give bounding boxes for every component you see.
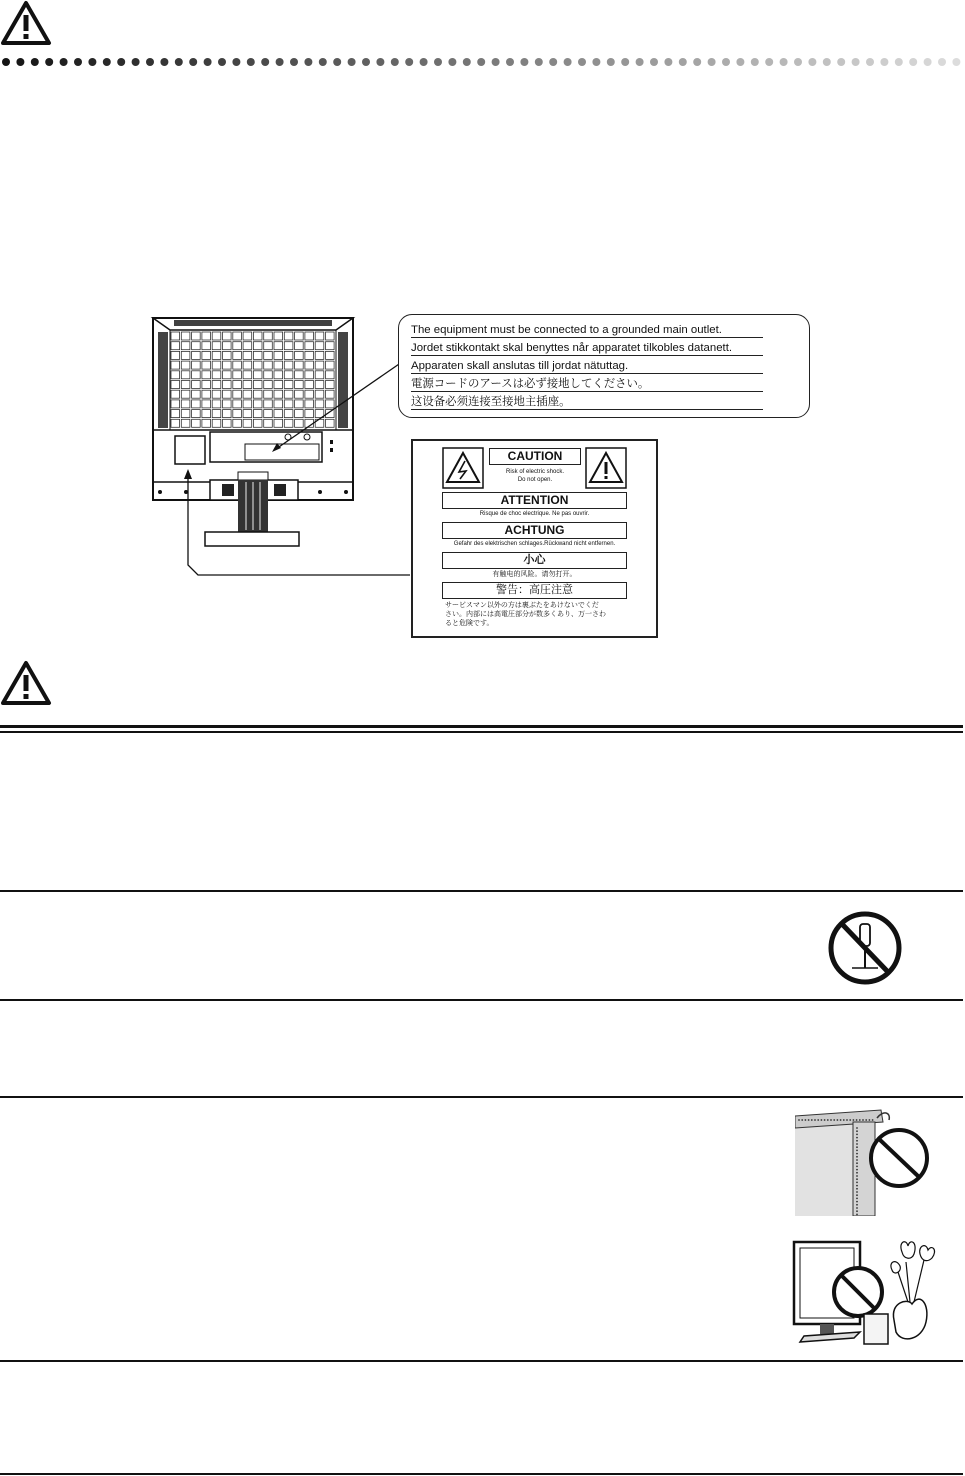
no-disassembly-icon: [822, 910, 908, 986]
caution-heading: CAUTION: [489, 448, 581, 465]
grounding-line-no: Jordet stikkontakt skal benyttes når apparatet tilkobles datanett.: [411, 341, 763, 356]
section-divider: [0, 1473, 963, 1475]
caution-sub-line: Risk of electric shock.: [505, 469, 565, 475]
keikoku-heading: 警告：高圧注意: [442, 582, 627, 599]
electric-shock-icon: [442, 447, 484, 489]
keikoku-sub-line: さい。内部には高電圧部分が数多くあり、万一さわ: [445, 611, 606, 618]
dotted-divider: [0, 55, 965, 69]
xiaoxin-heading: 小心: [442, 552, 627, 569]
leader-line: [270, 360, 410, 455]
caution-sub-line: Do not open.: [517, 477, 553, 483]
section-divider-double-top: [0, 725, 963, 728]
grounding-line-en: The equipment must be connected to a grounded main outlet.: [411, 323, 763, 338]
section-divider-double-bottom: [0, 731, 963, 733]
caution-sub: [489, 468, 581, 484]
keikoku-sub-line: ると危険です。: [445, 620, 494, 627]
keikoku-sub: [445, 601, 630, 628]
grounding-label: [398, 314, 810, 418]
section-divider: [0, 1360, 963, 1362]
warning-triangle-icon: [0, 660, 52, 706]
grounding-line-ja: 電源コードのアースは必ず接地してください。: [411, 377, 763, 392]
warning-triangle-icon: [585, 447, 627, 489]
leader-line-caution: [180, 465, 420, 583]
section-divider: [0, 999, 963, 1001]
grounding-line-zh: 这设备必须连接至接地主插座。: [411, 395, 763, 410]
keikoku-sub-line: サービスマン以外の方は裏ぶたをあけないでくだ: [445, 602, 599, 609]
xiaoxin-sub: 有触电的风险。请勿打开。: [492, 571, 577, 578]
caution-label: [411, 439, 658, 638]
warning-triangle-icon: [0, 0, 52, 46]
no-hanging-on-monitor-icon: [795, 1108, 943, 1216]
grounding-line-sv: Apparaten skall anslutas till jordat nätuttag.: [411, 359, 763, 374]
section-divider: [0, 1096, 963, 1098]
achtung-heading: ACHTUNG: [442, 522, 627, 539]
section-divider: [0, 890, 963, 892]
no-liquids-near-monitor-icon: [790, 1232, 940, 1348]
attention-heading: ATTENTION: [442, 492, 627, 509]
achtung-sub: Gefahr des elektrischen schlages.Rückwand nicht entfernen.: [453, 541, 616, 547]
attention-sub: Risque de choc electrique. Ne pas ouvrir.: [479, 511, 590, 517]
